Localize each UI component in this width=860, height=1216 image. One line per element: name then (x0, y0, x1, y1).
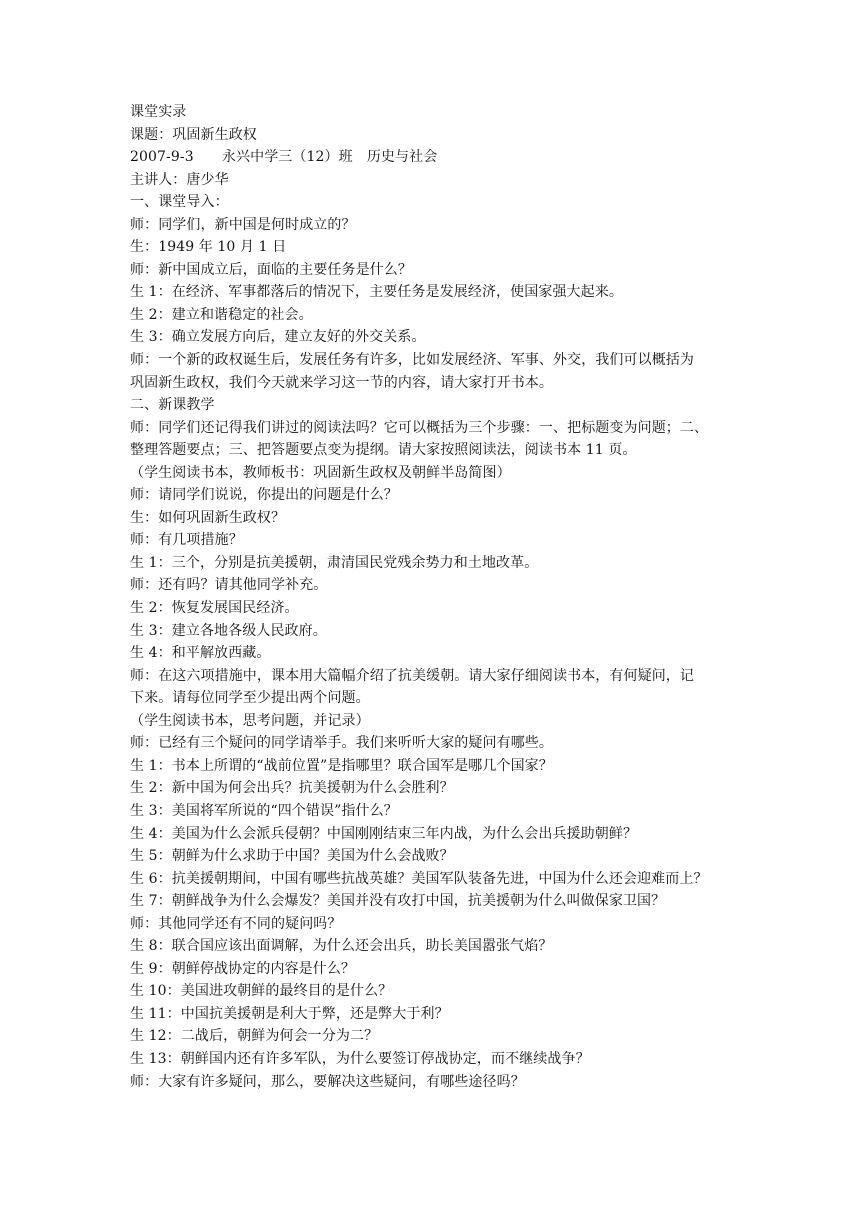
dialogue-line: 生 6：抗美援朝期间，中国有哪些抗战英雄？美国军队装备先进，中国为什么还会迎难而上？ (130, 870, 708, 887)
dialogue-line: 生：如何巩固新生政权？ (130, 509, 286, 526)
dialogue-line: 师：大家有许多疑问，那么，要解决这些疑问，有哪些途径吗？ (130, 1073, 525, 1090)
dialogue-line: 生 10：美国进攻朝鲜的最终目的是什么？ (130, 983, 393, 1000)
dialogue-line: 生 2：新中国为何会出兵？抗美援朝为什么会胜利？ (130, 780, 454, 797)
dialogue-line: 巩固新生政权，我们今天就来学习这一节的内容，请大家打开书本。 (130, 374, 553, 391)
stage-direction: （学生阅读书本，思考问题，并记录） (130, 712, 370, 729)
dialogue-line: 生 7：朝鲜战争为什么会爆发？美国并没有攻打中国，抗美援朝为什么叫做保家卫国？ (130, 893, 666, 910)
dialogue-line: 整理答题要点；三、把答题要点变为提纲。请大家按照阅读法，阅读书本 11 页。 (130, 442, 637, 459)
dialogue-line: 生 5：朝鲜为什么求助于中国？美国为什么会战败？ (130, 848, 454, 865)
dialogue-line: 生 13：朝鲜国内还有许多军队，为什么要签订停战协定，而不继续战争？ (130, 1050, 590, 1067)
dialogue-line: 师：同学们，新中国是何时成立的？ (130, 216, 356, 233)
dialogue-line: 师：其他同学还有不同的疑问吗？ (130, 915, 342, 932)
dialogue-line: 生 3：美国将军所说的“四个错误”指什么？ (130, 802, 398, 819)
dialogue-line: 生 4：美国为什么会派兵侵朝？中国刚刚结束三年内战，为什么会出兵援助朝鲜？ (130, 825, 638, 842)
dialogue-line: 师：请同学们说说，你提出的问题是什么？ (130, 487, 398, 504)
dialogue-line: 生：1949 年 10 月 1 日 (130, 239, 287, 256)
dialogue-line: 师：同学们还记得我们讲过的阅读法吗？它可以概括为三个步骤：一、把标题变为问题；二、 (130, 419, 709, 436)
stage-direction: （学生阅读书本，教师板书：巩固新生政权及朝鲜半岛简图） (130, 464, 511, 481)
dialogue-line: 下来。请每位同学至少提出两个问题。 (130, 690, 370, 707)
dialogue-line: 师：已经有三个疑问的同学请举手。我们来听听大家的疑问有哪些。 (130, 735, 553, 752)
dialogue-line: 师：新中国成立后，面临的主要任务是什么？ (130, 261, 412, 278)
dialogue-line: 生 1：书本上所谓的“战前位置”是指哪里？联合国军是哪几个国家？ (130, 757, 553, 774)
section-heading-new-lesson: 二、新课教学 (130, 397, 215, 414)
dialogue-line: 生 1：在经济、军事都落后的情况下，主要任务是发展经济，使国家强大起来。 (130, 284, 623, 301)
dialogue-line: 生 8：联合国应该出面调解，为什么还会出兵，助长美国嚣张气焰？ (130, 938, 553, 955)
dialogue-line: 师：有几项措施？ (130, 532, 243, 549)
document-body (130, 101, 740, 1093)
dialogue-line: 生 12：二战后，朝鲜为何会一分为二？ (130, 1028, 379, 1045)
lesson-topic: 课题：巩固新生政权 (130, 126, 257, 143)
dialogue-line: 师：还有吗？请其他同学补充。 (130, 577, 328, 594)
dialogue-line: 生 2：恢复发展国民经济。 (130, 600, 299, 617)
dialogue-line: 生 3：确立发展方向后，建立友好的外交关系。 (130, 329, 426, 346)
dialogue-line: 生 9：朝鲜停战协定的内容是什么？ (130, 960, 356, 977)
dialogue-line: 生 3：建立各地各级人民政府。 (130, 622, 327, 639)
dialogue-line: 师：一个新的政权诞生后，发展任务有许多，比如发展经济、军事、外交，我们可以概括为 (130, 352, 694, 369)
section-heading-intro: 一、课堂导入： (130, 194, 229, 211)
doc-heading: 课堂实录 (130, 104, 187, 120)
dialogue-line: 师：在这六项措施中，课本用大篇幅介绍了抗美缓朝。请大家仔细阅读书本，有何疑问，记 (130, 667, 694, 684)
dialogue-line: 生 2：建立和谐稳定的社会。 (130, 306, 313, 323)
dialogue-line: 生 4：和平解放西藏。 (130, 645, 271, 662)
lecturer: 主讲人：唐少华 (130, 171, 229, 188)
dialogue-line: 生 11：中国抗美援朝是利大于弊，还是弊大于利？ (130, 1005, 449, 1022)
date-class-subject: 2007-9-3 永兴中学三（12）班 历史与社会 (130, 149, 438, 166)
dialogue-line: 生 1：三个，分别是抗美援朝，肃清国民党残余势力和土地改革。 (130, 554, 539, 571)
